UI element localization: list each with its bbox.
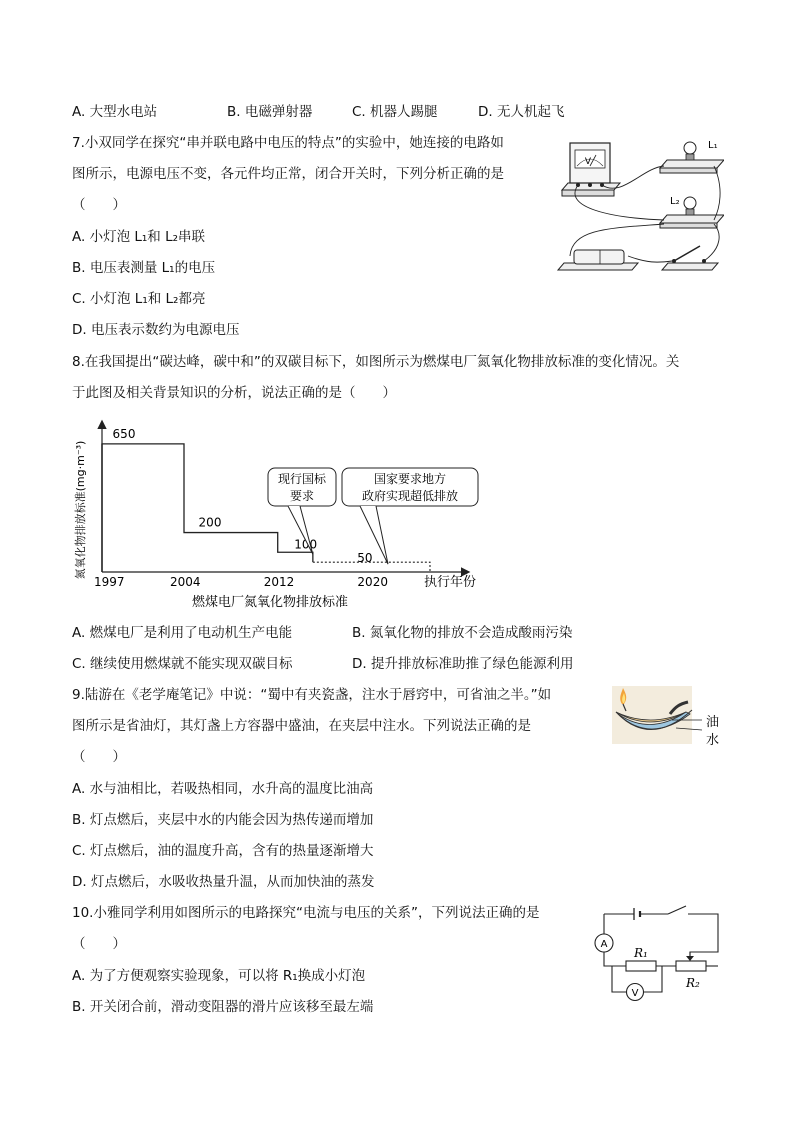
switch-icon [662, 246, 718, 270]
lamp-l2-label: L₂ [670, 196, 680, 207]
q6-option-c: C. 机器人踢腿 [352, 104, 438, 120]
x-tick-label: 2020 [357, 575, 388, 589]
chart-title: 燃煤电厂氮氧化物排放标准 [191, 595, 349, 610]
callout-text-ultralow-2: 政府实现超低排放 [361, 489, 459, 503]
q9-option-d: D. 灯点燃后，水吸收热量升温，从而加快油的蒸发 [72, 874, 375, 890]
q8-option-d: D. 提升排放标准助推了绿色能源利用 [352, 656, 574, 672]
q9-stem-line2: 图所示是省油灯，其灯盏上方容器中盛油，在夹层中注水。下列说法正确的是 [72, 718, 531, 734]
q7-option-a: A. 小灯泡 L₁和 L₂串联 [72, 229, 206, 245]
q9-option-c: C. 灯点燃后，油的温度升高，含有的热量逐渐增大 [72, 843, 374, 859]
q8-stem-line1: 8.在我国提出“碳达峰，碳中和”的双碳目标下，如图所示为燃煤电厂氮氧化物排放标准的变化情况。关 [72, 354, 680, 370]
value-label: 100 [294, 537, 318, 552]
r1-label: R₁ [634, 946, 648, 960]
value-label: 200 [198, 515, 222, 530]
x-tick-label: 2012 [263, 575, 295, 589]
q7-circuit-figure [552, 128, 724, 276]
q7-option-d: D. 电压表示数约为电源电压 [72, 322, 240, 338]
emission-standard-chart [70, 418, 510, 614]
water-label: 水 [706, 733, 720, 748]
q10-answer-paren: （ ） [72, 936, 126, 952]
q9-answer-paren: （ ） [72, 749, 126, 765]
q6-option-d: D. 无人机起飞 [478, 104, 565, 120]
q9-option-b: B. 灯点燃后，夹层中水的内能会因为热传递而增加 [72, 812, 374, 828]
voltmeter-label: V [631, 988, 639, 999]
q7-option-c: C. 小灯泡 L₁和 L₂都亮 [72, 291, 206, 307]
callout-text-current-2: 要求 [289, 489, 315, 503]
oil-lamp-figure [610, 684, 726, 748]
q9-option-a: A. 水与油相比，若吸热相同，水升高的温度比油高 [72, 781, 374, 797]
value-label: 50 [357, 551, 373, 566]
voltmeter-label: V [584, 157, 592, 167]
callout-text-current-1: 现行国标 [277, 472, 327, 486]
value-label: 650 [112, 426, 136, 441]
y-axis-label: 氮氧化物排放标准(mg·m⁻³) [74, 440, 87, 580]
lamp-l2-icon [684, 197, 696, 215]
q7-answer-paren: （ ） [72, 197, 126, 213]
q6-option-b: B. 电磁弹射器 [227, 104, 313, 120]
r2-label: R₂ [686, 976, 700, 990]
callout-text-ultralow-1: 国家要求地方 [373, 472, 447, 486]
rheostat-r2-icon [676, 961, 706, 971]
q8-option-c: C. 继续使用燃煤就不能实现双碳目标 [72, 656, 293, 672]
q8-option-a: A. 燃煤电厂是利用了电动机生产电能 [72, 625, 293, 641]
x-axis-label: 执行年份 [424, 575, 477, 590]
q10-option-a: A. 为了方便观察实验现象，可以将 R₁换成小灯泡 [72, 968, 366, 984]
q7-stem-line1: 7.小双同学在探究“串并联电路中电压的特点”的实验中，她连接的电路如 [72, 135, 504, 151]
resistor-r1-icon [626, 961, 656, 971]
q8-option-b: B. 氮氧化物的排放不会造成酸雨污染 [352, 625, 573, 641]
q7-option-b: B. 电压表测量 L₁的电压 [72, 260, 216, 276]
q10-option-b: B. 开关闭合前，滑动变阻器的滑片应该移至最左端 [72, 999, 374, 1015]
ammeter-label: A [600, 939, 608, 950]
x-tick-label: 2004 [170, 575, 201, 589]
q6-option-a: A. 大型水电站 [72, 104, 158, 120]
lamp-l1-label: L₁ [708, 140, 718, 151]
q10-stem-line1: 10.小雅同学利用如图所示的电路探究“电流与电压的关系”，下列说法正确的是 [72, 905, 540, 921]
oil-label: 油 [706, 715, 720, 730]
q10-circuit-diagram [590, 902, 726, 1020]
lamp-l1-icon [684, 142, 696, 160]
series-line-solid [102, 444, 313, 572]
q9-stem-line1: 9.陆游在《老学庵笔记》中说：“蜀中有夹瓷盏，注水于唇窍中，可省油之半。”如 [72, 687, 552, 703]
x-tick-label: 1997 [94, 575, 125, 589]
q7-stem-line2: 图所示，电源电压不变，各元件均正常，闭合开关时，下列分析正确的是 [72, 166, 504, 182]
q8-stem-line2: 于此图及相关背景知识的分析，说法正确的是（ ） [72, 385, 396, 401]
